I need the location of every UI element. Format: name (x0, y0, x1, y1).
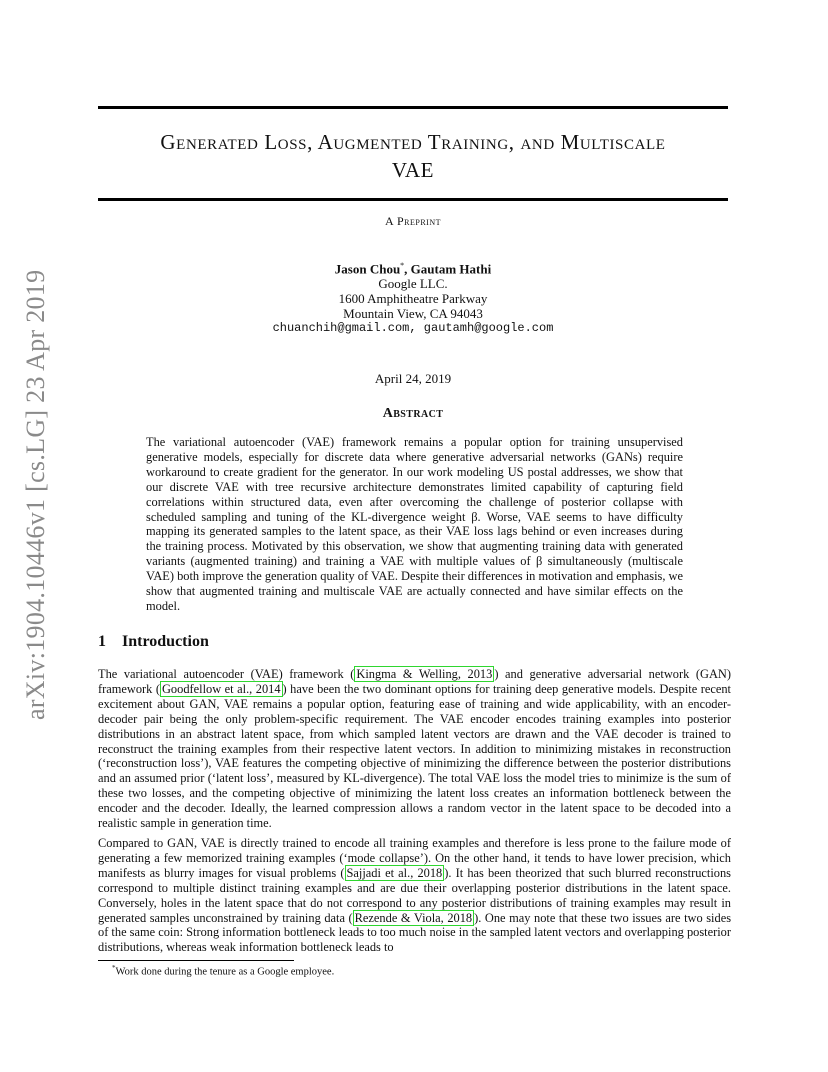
title-line-2: VAE (391, 158, 435, 182)
affiliation: Google LLC. (378, 276, 448, 292)
author-block (98, 258, 728, 336)
abstract-text: The variational autoencoder (VAE) framework remains a popular option for training unsupervised generative models, especially for discrete data where generative adversarial networks (GANs) require workaround to create gradient for the generator. In our work modeling US postal addresses, we show that our discrete VAE with tree recursive architecture demonstrates limited capability of capturing field correlations within structured data, even after overcoming the challenge of posterior collapse with scheduled sampling and tuning of the KL-divergence weight β. Worse, VAE seems to have difficulty mapping its generated samples to the latent space, as their VAE loss lags behind or even increases during the training process. Motivated by this observation, we show that augmenting training data with generated variants (augmented training) and training a VAE with multiple values of β simultaneously (multiscale VAE) both improve the generation quality of VAE. Despite their differences in motivation and emphasis, we show that augmented training and multiscale VAE are actually connected and have similar effects on the model. (146, 435, 683, 613)
intro-p1-text-b: ) and generative adversarial network (GAN) framework ( (98, 667, 731, 696)
citation-link-sajjadi[interactable]: Sajjadi et al., 2018 (346, 865, 443, 880)
footnote-rule (98, 960, 294, 961)
preprint-label: A Preprint (384, 214, 441, 228)
paper-title (98, 128, 728, 184)
citation-link-goodfellow[interactable]: Goodfellow et al., 2014 (161, 681, 281, 696)
intro-paragraph-1 (98, 667, 731, 831)
title-line-1: Generated Loss, Augmented Training, and Multiscale (160, 130, 666, 154)
footnote-text: Work done during the tenure as a Google employee. (115, 966, 335, 978)
intro-p2-text-c: ). One may note that these two issues are two sides of the same coin: Strong information bottleneck leads to too much noise in the sampled latent vectors and overlapping posterior distributions, whereas weak information bottleneck leads to (98, 910, 732, 955)
author-emails: chuanchih@gmail.com, gautamh@google.com (272, 321, 554, 336)
intro-p1-text-a: The variational autoencoder (VAE) framework ( (98, 667, 355, 681)
title-top-rule (98, 106, 728, 109)
author-names: Jason Chou*, Gautam Hathi (334, 261, 492, 277)
author-2: Gautam Hathi (410, 261, 492, 277)
address-line-1: 1600 Amphitheatre Parkway (338, 291, 488, 307)
intro-p1-text-c: ) have been the two dominant options for training deep generative models. Despite recent excitement about GAN, VAE remains a popular option, featuring ease of training and wide applicability, with an encoder-decoder pair being the only problem-specific requirement. The VAE encoder encodes training examples into posterior distributions in an abstract latent space, from which sampled latent vectors are drawn and the VAE decoder is trained to reconstruct the training examples from their respective latent vectors. In addition to minimizing mistakes in reconstruction (‘reconstruction loss’), VAE features the competing objective of minimizing the difference between the posterior distributions and an assumed prior (‘latent loss’, measured by KL-divergence). The total VAE loss the model tries to minimize is the sum of these two losses, and the competing objective of minimizing the latent loss creates an information bottleneck between the encoder and the decoder. Ideally, the learned compression allows a random vector in the latent space to be decoded into a realistic sample in generation time. (98, 681, 731, 831)
arxiv-identifier: arXiv:1904.10446v1 [cs.LG] 23 Apr 2019 (21, 269, 50, 720)
title-bottom-rule (98, 198, 728, 201)
footnote (112, 964, 334, 978)
abstract-heading: Abstract (382, 406, 444, 421)
author-footnote-mark: * (400, 261, 405, 270)
section-heading-introduction (98, 633, 209, 651)
section-number: 1 (98, 633, 106, 650)
intro-paragraph-2 (98, 836, 731, 955)
citation-link-kingma[interactable]: Kingma & Welling, 2013 (356, 667, 493, 681)
section-title: Introduction (122, 633, 209, 650)
intro-p2-text-a: Compared to GAN, VAE is directly trained to encode all training examples and therefore is less prone to the failure mode of generating a few memorized training examples (‘mode collapse’). On the other hand, it tends to have lower precision, which manifests as blurry images for visual problems ( (98, 836, 731, 880)
footnote-mark: * (112, 964, 116, 972)
paper-date: April 24, 2019 (374, 371, 452, 386)
citation-link-rezende[interactable]: Rezende & Viola, 2018 (354, 910, 473, 925)
address-line-2: Mountain View, CA 94043 (343, 306, 483, 322)
author-1: Jason Chou (334, 261, 401, 277)
intro-p2-text-b: ). It has been theorized that such blurred reconstructions correspond to multiple distinct training examples and are due their overlapping posterior distributions in the latent space. Conversely, holes in the latent space that do not correspond to any posterior distributions of training examples may result in generated samples unconstrained by training data ( (98, 865, 731, 925)
